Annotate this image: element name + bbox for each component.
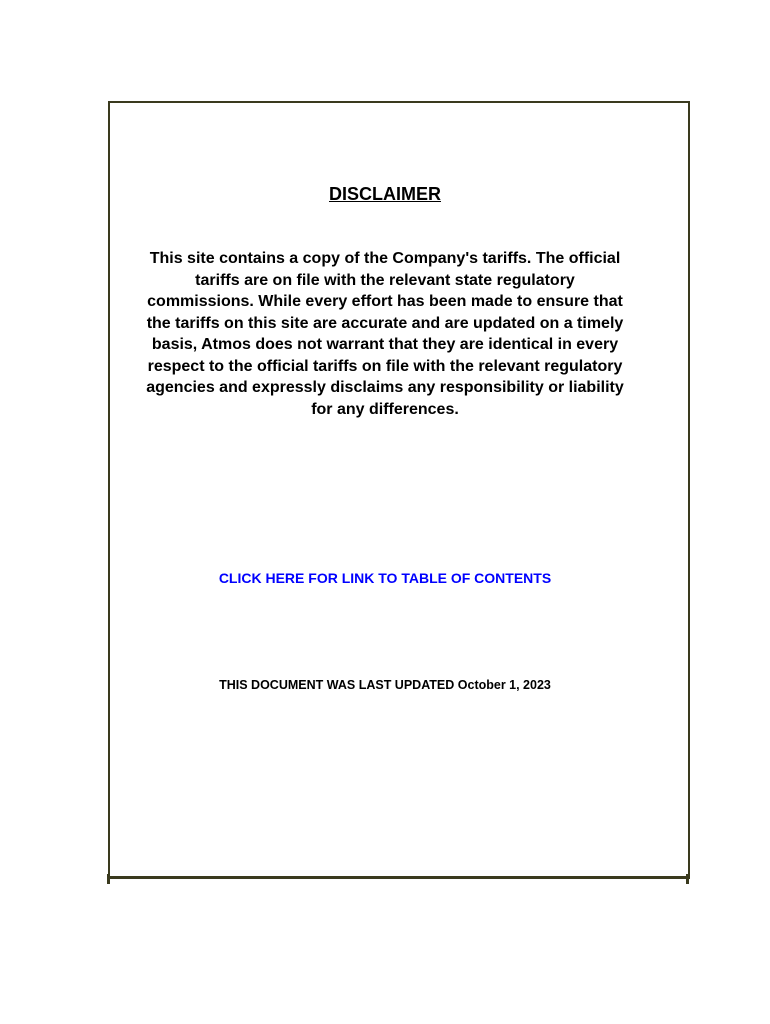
disclaimer-title: DISCLAIMER [329, 184, 441, 204]
table-of-contents-link[interactable]: CLICK HERE FOR LINK TO TABLE OF CONTENTS [218, 570, 552, 586]
frame-tick-right [686, 874, 689, 884]
frame-tick-left [107, 874, 110, 884]
disclaimer-frame [108, 101, 690, 879]
last-updated-text: THIS DOCUMENT WAS LAST UPDATED October 1, 2023 [219, 678, 551, 692]
disclaimer-body: This site contains a copy of the Company's tariffs. The official tariffs are on file with the relevant state regulatory commissions. While every effort has been made to ensure that the tariffs on this site are accurate and are updated on a timely basis, Atmos does not warrant that they are identical in every respect to the official tariffs on file with the relevant regulatory agencies and expressly disclaims any responsibility or liability for any differences. [146, 250, 624, 418]
